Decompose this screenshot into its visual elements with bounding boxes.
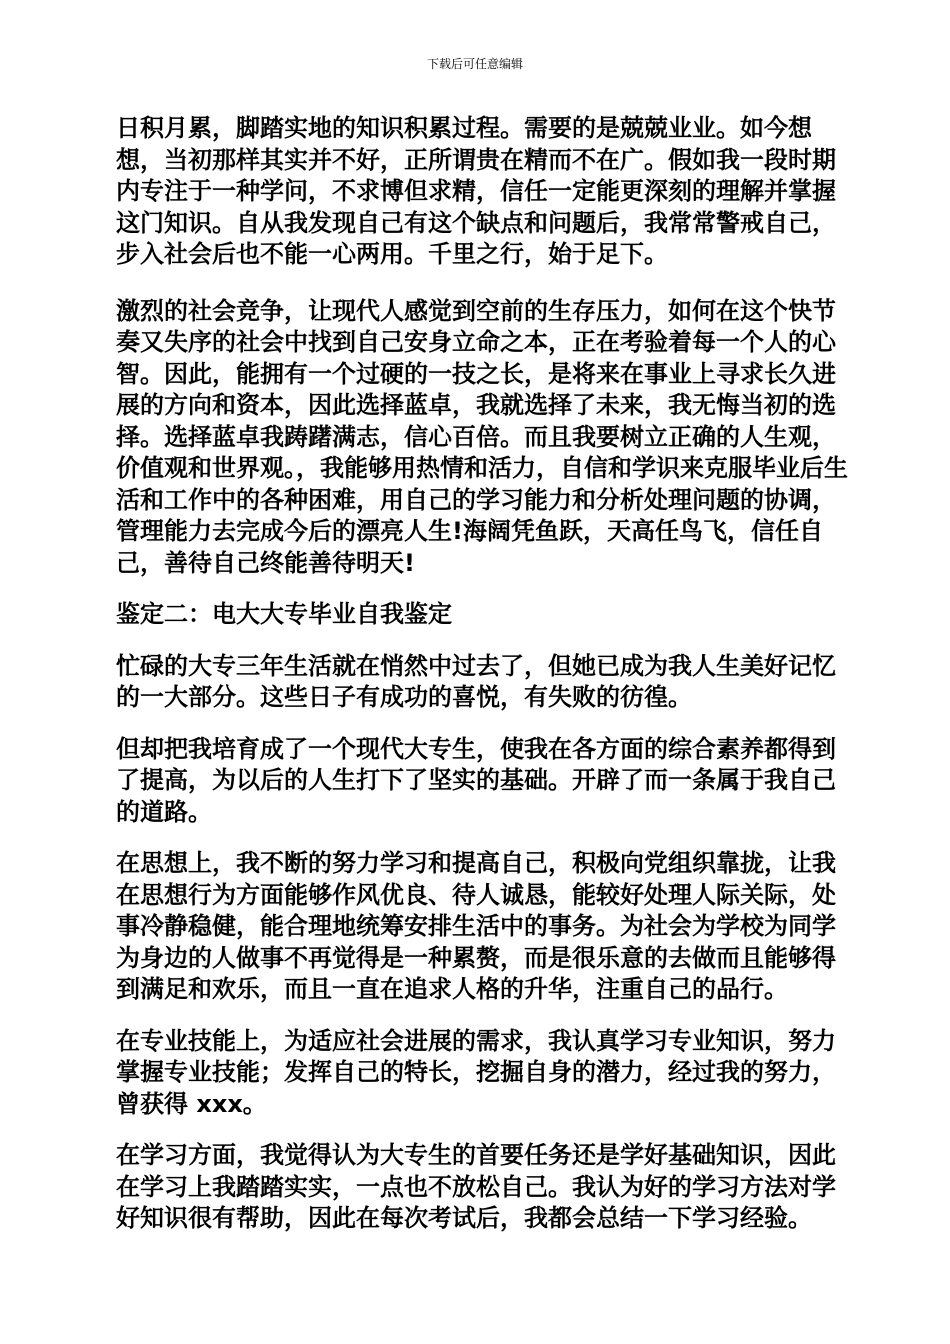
paragraph-accumulation: 日积月累，脚踏实地的知识积累过程。需要的是兢兢业业。如今想想，当初那样其实并不好，正所谓贵在精而不在广。假如我一段时期内专注于一种学问，不求博但求精，信任一定能更深刻的理解并掌握这门知识。自从我发现自己有这个缺点和问题后，我常常警戒自己，步入社会后也不能一心两用。千里之行，始于足下。 bbox=[116, 114, 836, 268]
paragraph-study: 在学习方面，我觉得认为大专生的首要任务还是学好基础知识，因此在学习上我踏踏实实，一点也不放松自己。我认为好的学习方法对学好知识很有帮助，因此在每次考试后，我都会总结一下学习经验。 bbox=[116, 1141, 836, 1232]
paragraph-cultivated: 但却把我培育成了一个现代大专生，使我在各方面的综合素养都得到了提高，为以后的人生打下了坚实的基础。开辟了而一条属于我自己的道路。 bbox=[116, 734, 836, 826]
paragraph-busy-years: 忙碌的大专三年生活就在悄然中过去了，但她已成为我人生美好记忆的一大部分。这些日子有成功的喜悦，有失败的彷徨。 bbox=[116, 651, 836, 711]
section-heading: 鉴定二：电大大专毕业自我鉴定 bbox=[116, 600, 452, 628]
paragraph-thought: 在思想上，我不断的努力学习和提高自己，积极向党组织靠拢，让我在思想行为方面能够作风优良、待人诚恳，能较好处理人际关际，处事冷静稳健，能合理地统筹安排生活中的事务。为社会为学校为同学为身边的人做事不再觉得是一种累赘，而是很乐意的去做而且能够得到满足和欢乐，而且一直在追求人格的升华，注重自己的品行。 bbox=[116, 849, 836, 1003]
document-body bbox=[116, 113, 852, 1255]
paragraph-competition: 激烈的社会竞争，让现代人感觉到空前的生存压力，如何在这个快节奏又失序的社会中找到自己安身立命之本，正在考验着每一个人的心智。因此，能拥有一个过硬的一技之长，是将来在事业上寻求长久进展的方向和资本，因此选择蓝卓，我就选择了未来，我无悔当初的选择。选择蓝卓我踌躇满志，信心百倍。而且我要树立正确的人生观，价值观和世界观。，我能够用热情和活力，自信和学识来克服毕业后生活和工作中的各种困难，用自己的学习能力和分析处理问题的协调，管理能力去完成今后的漂亮人生!海阔凭鱼跃，天高任鸟飞，信任自己，善待自己终能善待明天! bbox=[116, 296, 848, 577]
paragraph-professional-skills: 在专业技能上，为适应社会进展的需求，我认真学习专业知识，努力掌握专业技能；发挥自己的特长，挖掘自身的潜力，经过我的努力，曾获得 xxx。 bbox=[116, 1026, 836, 1118]
page-header: 下载后可任意编辑 bbox=[426, 57, 523, 71]
